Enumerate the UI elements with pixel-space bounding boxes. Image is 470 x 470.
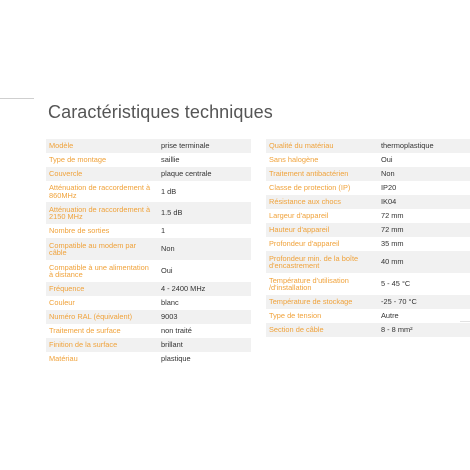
spec-value: Non: [373, 167, 470, 181]
spec-row: [46, 282, 251, 296]
spec-value: brillant: [153, 338, 251, 352]
spec-label: Couvercle: [46, 167, 153, 181]
spec-label: Finition de la surface: [46, 338, 153, 352]
top-divider: [0, 98, 34, 99]
spec-value: 40 mm: [373, 251, 470, 273]
spec-value: 1.5 dB: [153, 202, 251, 224]
spec-value: IK04: [373, 195, 470, 209]
spec-row: [266, 309, 470, 323]
spec-label: Couleur: [49, 298, 75, 308]
bottom-divider: [460, 321, 470, 322]
spec-row: [46, 310, 251, 324]
spec-value: non traité: [161, 326, 192, 336]
spec-value: Oui: [161, 266, 173, 276]
spec-value: IP20: [381, 183, 397, 193]
spec-row: [46, 153, 251, 167]
spec-label: Atténuation de raccordement à 860MHz: [49, 183, 151, 200]
spec-row: [266, 181, 470, 195]
spec-value: 5 - 45 °C: [381, 279, 411, 289]
spec-row: [46, 296, 251, 310]
spec-value: 9003: [153, 310, 251, 324]
spec-value: 72 mm: [381, 211, 404, 221]
spec-value: Non: [153, 238, 251, 260]
spec-value: prise terminale: [153, 139, 251, 153]
spec-row: [266, 237, 470, 251]
spec-row: [266, 295, 470, 309]
spec-label: Modèle: [46, 139, 153, 153]
spec-label: Traitement antibactérien: [266, 167, 373, 181]
spec-row: [46, 224, 251, 238]
spec-value: plaque centrale: [153, 167, 251, 181]
spec-value: thermoplastique: [373, 139, 470, 153]
spec-label: Profondeur min. de la boîte d'encastrement: [266, 251, 373, 273]
spec-label: Résistance aux chocs: [266, 195, 373, 209]
spec-row: [46, 202, 251, 224]
spec-label: Profondeur d'appareil: [269, 239, 340, 249]
spec-row: [266, 323, 470, 337]
spec-row: [266, 139, 470, 153]
spec-value: 35 mm: [381, 239, 404, 249]
spec-label: Type de montage: [49, 155, 107, 165]
spec-row: [266, 223, 470, 237]
spec-label: Compatible au modem par câble: [46, 238, 153, 260]
spec-row: [266, 273, 470, 295]
spec-row: [266, 209, 470, 223]
spec-value: -25 - 70 °C: [373, 295, 470, 309]
spec-value: 1: [161, 226, 166, 236]
spec-row: [46, 167, 251, 181]
spec-label: Type de tension: [269, 311, 322, 321]
spec-label: Traitement de surface: [49, 326, 121, 336]
spec-value: blanc: [161, 298, 179, 308]
spec-label: Compatible à une alimentation à distance: [49, 262, 149, 279]
spec-label: Température d'utilisation /d'installation: [269, 275, 349, 292]
spec-label: Sans halogène: [269, 155, 319, 165]
spec-row: [46, 139, 251, 153]
spec-value: 1 dB: [161, 186, 177, 196]
spec-label: Nombre de sorties: [49, 226, 110, 236]
spec-value: 4 - 2400 MHz: [153, 282, 251, 296]
spec-row: [266, 167, 470, 181]
spec-row: [266, 251, 470, 273]
spec-row: [46, 352, 251, 366]
spec-value: 72 mm: [373, 223, 470, 237]
spec-row: [46, 338, 251, 352]
spec-value: Oui: [381, 155, 393, 165]
spec-label: Classe de protection (IP): [269, 183, 351, 193]
spec-label: Section de câble: [266, 323, 373, 337]
spec-label: Hauteur d'appareil: [266, 223, 373, 237]
spec-row: [46, 260, 251, 282]
spec-row: [266, 153, 470, 167]
spec-row: [46, 181, 251, 202]
spec-label: Qualité du matériau: [266, 139, 373, 153]
spec-label: Largeur d'appareil: [269, 211, 329, 221]
spec-row: [266, 195, 470, 209]
page-title: Caractéristiques techniques: [48, 102, 273, 122]
spec-label: Fréquence: [46, 282, 153, 296]
spec-value: 8 - 8 mm²: [373, 323, 470, 337]
spec-value: plastique: [161, 354, 191, 364]
spec-row: [46, 238, 251, 260]
spec-table-left: [46, 139, 251, 366]
spec-table-right: [266, 139, 470, 337]
spec-label: Matériau: [49, 354, 78, 364]
spec-label: Numéro RAL (équivalent): [46, 310, 153, 324]
spec-value: Autre: [381, 311, 399, 321]
spec-label: Température de stockage: [266, 295, 373, 309]
spec-label: Atténuation de raccordement à 2150 MHz: [46, 202, 153, 224]
spec-row: [46, 324, 251, 338]
spec-value: saillie: [161, 155, 180, 165]
